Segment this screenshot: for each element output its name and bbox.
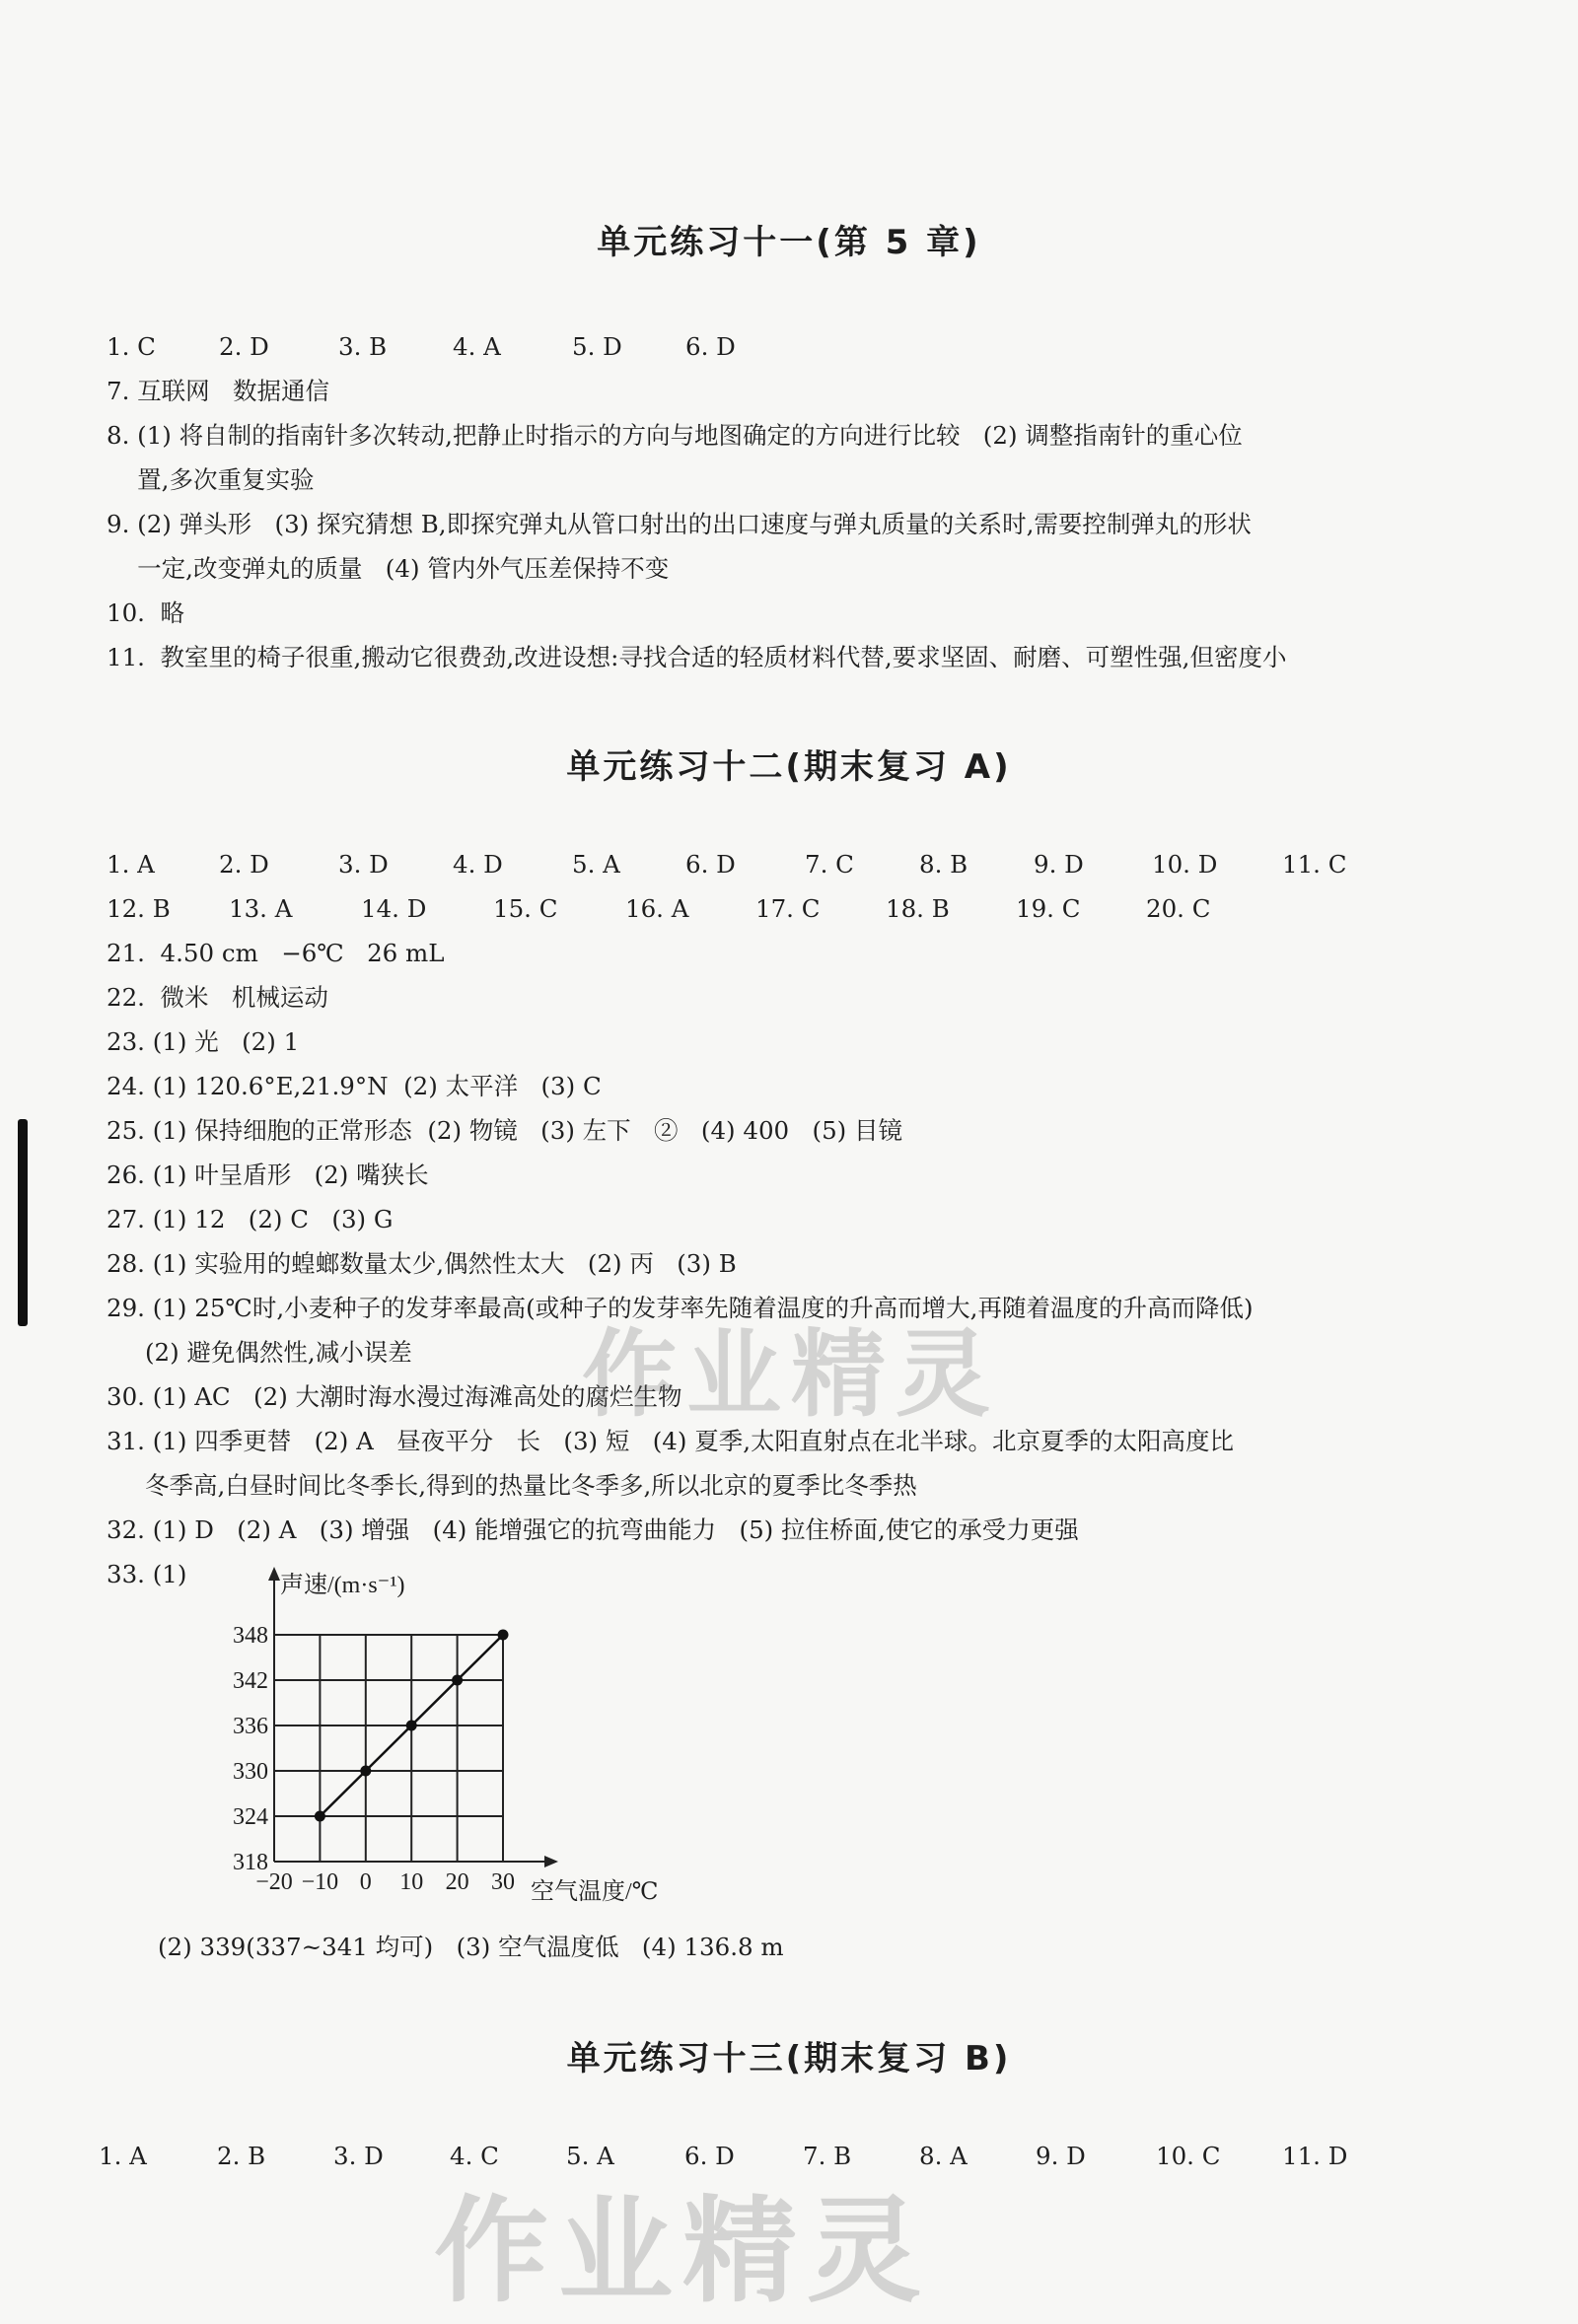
x-tick-label: 0 (359, 1869, 372, 1895)
answer-line: 25. (1) 保持细胞的正常形态 (2) 物镜 (3) 左下 ② (4) 400 (5) 目镜 (107, 1116, 903, 1145)
answer-item: 2. D (219, 332, 269, 361)
answer-item: 3. D (333, 2142, 384, 2170)
answer-item: 6. D (685, 850, 736, 879)
x-tick-label: 30 (491, 1869, 515, 1895)
answer-line: 33. (1) (107, 1560, 187, 1588)
y-tick-label: 348 (233, 1623, 268, 1649)
answer-item: 8. A (919, 2142, 968, 2170)
x-tick-label: 20 (445, 1869, 469, 1895)
data-point (498, 1630, 509, 1641)
answer-line: (2) 避免偶然性,减小误差 (107, 1338, 412, 1367)
answer-item: 1. C (107, 332, 156, 361)
y-tick-label: 324 (233, 1804, 268, 1830)
answer-item: 18. B (886, 894, 950, 923)
answer-item: 13. A (229, 894, 293, 923)
answer-line: 11. 教室里的椅子很重,搬动它很费劲,改进设想:寻找合适的轻质材料代替,要求坚固、耐磨、可塑性强,但密度小 (107, 643, 1287, 671)
answer-item: 5. D (572, 332, 622, 361)
answer-item: 5. A (572, 850, 620, 879)
y-tick-label: 342 (233, 1668, 268, 1694)
answer-item: 16. A (625, 894, 689, 923)
answer-item: 6. D (685, 332, 736, 361)
x-tick-label: 10 (399, 1869, 424, 1895)
answer-item: 8. B (919, 850, 968, 879)
answer-line: 7. 互联网 数据通信 (107, 377, 330, 405)
x-tick-label: −20 (255, 1869, 293, 1895)
watermark: 作业精灵 (582, 1319, 1000, 1430)
answer-item: 20. C (1146, 894, 1211, 923)
answer-item: 4. C (450, 2142, 499, 2170)
answer-item: 7. C (805, 850, 854, 879)
answer-item: 2. B (217, 2142, 266, 2170)
mc-answer-row (0, 850, 1578, 880)
answer-line: 23. (1) 光 (2) 1 (107, 1027, 300, 1056)
answer-item: 2. D (219, 850, 269, 879)
data-point (315, 1811, 325, 1822)
section-title: 单元练习十二(期末复习 A) (566, 747, 1012, 787)
answer-line: 21. 4.50 cm −6℃ 26 mL (107, 939, 445, 967)
data-point (406, 1721, 417, 1731)
y-tick-label: 318 (233, 1850, 268, 1875)
answer-line: 32. (1) D (2) A (3) 增强 (4) 能增强它的抗弯曲能力 (5) 拉住桥面,使它的承受力更强 (107, 1515, 1079, 1544)
answer-line: 一定,改变弹丸的质量 (4) 管内外气压差保持不变 (107, 554, 670, 583)
answer-item: 17. C (755, 894, 821, 923)
answer-item: 1. A (99, 2142, 147, 2170)
y-tick-label: 336 (233, 1714, 268, 1739)
answer-line: 26. (1) 叶呈盾形 (2) 嘴狭长 (107, 1161, 429, 1189)
mc-answer-row (0, 894, 1578, 924)
answer-item: 3. D (338, 850, 389, 879)
sound-speed-chart (197, 1563, 710, 1928)
answer-line: 31. (1) 四季更替 (2) A 昼夜平分 长 (3) 短 (4) 夏季,太阳直射点在北半球。北京夏季的太阳高度比 (107, 1427, 1235, 1455)
section-title: 单元练习十一(第 5 章) (597, 223, 981, 262)
answer-item: 9. D (1034, 850, 1084, 879)
x-tick-label: −10 (301, 1869, 339, 1895)
y-tick-label: 330 (233, 1759, 268, 1785)
data-point (360, 1766, 371, 1777)
answer-line: 22. 微米 机械运动 (107, 983, 328, 1012)
answer-line: 24. (1) 120.6°E,21.9°N (2) 太平洋 (3) C (107, 1072, 602, 1100)
mc-answer-row (0, 332, 1578, 362)
binding-mark (18, 1119, 28, 1326)
answer-item: 1. A (107, 850, 155, 879)
answer-item: 6. D (684, 2142, 735, 2170)
answer-line: 30. (1) AC (2) 大潮时海水漫过海滩高处的腐烂生物 (107, 1382, 682, 1411)
x-axis-label: 空气温度/℃ (531, 1879, 659, 1905)
answer-item: 12. B (107, 894, 171, 923)
answer-line: 冬季高,白昼时间比冬季长,得到的热量比冬季多,所以北京的夏季比冬季热 (107, 1471, 917, 1500)
section-title: 单元练习十三(期末复习 B) (566, 2039, 1012, 2078)
data-point (452, 1675, 463, 1686)
answer-item: 9. D (1036, 2142, 1086, 2170)
answer-item: 5. A (566, 2142, 614, 2170)
answer-item: 15. C (493, 894, 558, 923)
answer-item: 10. C (1156, 2142, 1221, 2170)
answer-item: 7. B (803, 2142, 852, 2170)
answer-line: 置,多次重复实验 (107, 465, 315, 494)
answer-line: (2) 339(337~341 均可) (3) 空气温度低 (4) 136.8 m (158, 1933, 784, 1961)
answer-item: 4. A (453, 332, 501, 361)
answer-item: 10. D (1152, 850, 1218, 879)
answer-item: 19. C (1016, 894, 1081, 923)
watermark: 作业精灵 (434, 2185, 931, 2318)
answer-item: 11. C (1282, 850, 1347, 879)
answer-item: 11. D (1282, 2142, 1348, 2170)
answer-item: 3. B (338, 332, 388, 361)
answer-line: 27. (1) 12 (2) C (3) G (107, 1205, 394, 1233)
answer-line: 8. (1) 将自制的指南针多次转动,把静止时指示的方向与地图确定的方向进行比较 (2) 调整指南针的重心位 (107, 421, 1243, 450)
y-axis-arrow (268, 1567, 280, 1581)
answer-line: 29. (1) 25℃时,小麦种子的发芽率最高(或种子的发芽率先随着温度的升高而增大,再随着温度的升高而降低) (107, 1294, 1254, 1322)
y-axis-label: 声速/(m·s⁻¹) (280, 1573, 405, 1598)
answer-line: 28. (1) 实验用的蝗螂数量太少,偶然性太大 (2) 丙 (3) B (107, 1249, 737, 1278)
answer-line: 9. (2) 弹头形 (3) 探究猜想 B,即探究弹丸从管口射出的出口速度与弹丸质量的关系时,需要控制弹丸的形状 (107, 510, 1252, 538)
answer-item: 4. D (453, 850, 503, 879)
answer-item: 14. D (361, 894, 427, 923)
answer-line: 10. 略 (107, 599, 185, 627)
x-axis-arrow (544, 1856, 558, 1867)
